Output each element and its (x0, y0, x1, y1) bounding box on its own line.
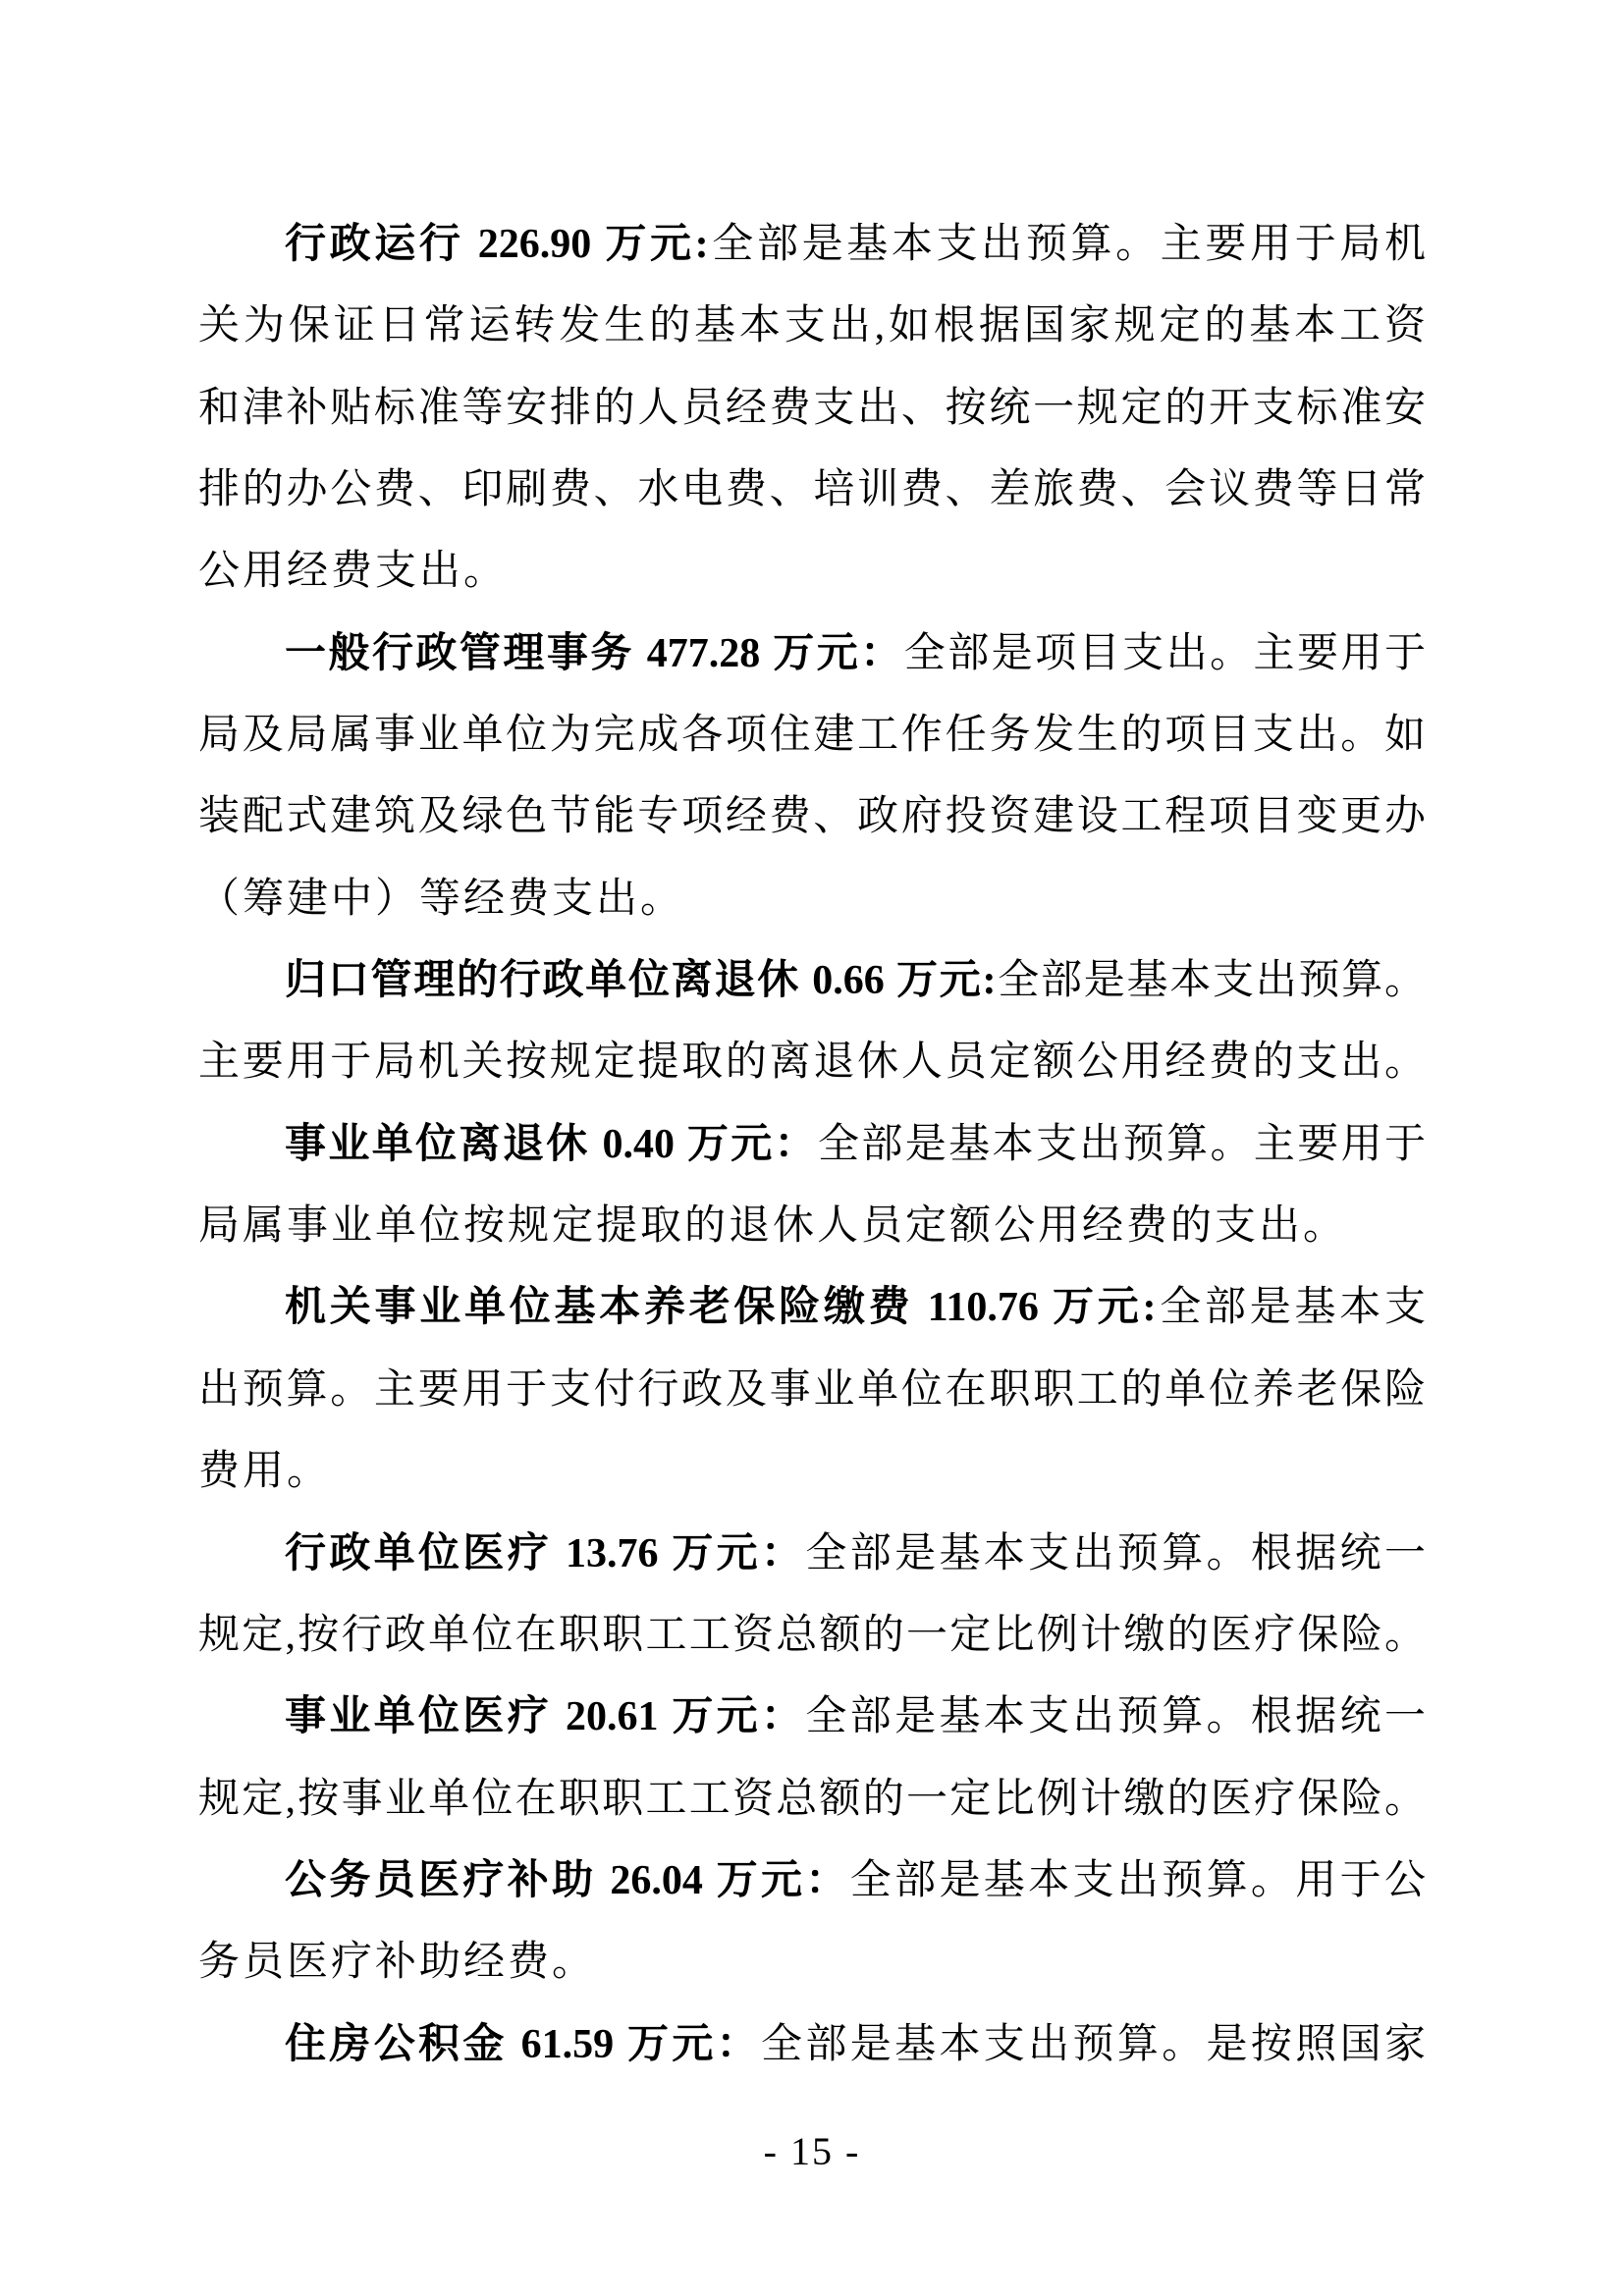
text-line (198, 1022, 1426, 1103)
line-text: 全部是项目支出。主要用于 (903, 630, 1426, 676)
line-text: 规定,按事业单位在职职工工资总额的一定比例计缴的医疗保险。 (198, 1776, 1426, 1822)
line-text: 全部是基本支出预算。根据统一 (805, 1694, 1426, 1740)
text-line (198, 1350, 1426, 1431)
line-text: 全部是基本支 (1156, 1285, 1426, 1331)
text-line (198, 776, 1426, 858)
line-text: 规定,按行政单位在职职工工资总额的一定比例计缴的医疗保险。 (198, 1612, 1426, 1658)
line-text: 务员医疗补助经费。 (198, 1940, 597, 1986)
text-line (198, 1104, 1426, 1186)
line-text: 局及局属事业单位为完成各项住建工作任务发生的项目支出。如 (198, 713, 1426, 759)
line-text: 排的办公费、印刷费、水电费、培训费、差旅费、会议费等日常 (198, 467, 1426, 513)
line-heading: 一般行政管理事务 477.28 万元： (285, 630, 904, 676)
line-text: 全部是基本支出预算。根据统一 (805, 1530, 1426, 1576)
line-heading: 事业单位离退休 0.40 万元： (285, 1121, 819, 1167)
line-text: 全部是基本支出预算。用于公 (849, 1857, 1426, 1903)
line-text: 和津补贴标准等安排的人员经费支出、按统一规定的开支标准安 (198, 385, 1426, 431)
line-text: 公用经费支出。 (198, 549, 509, 595)
line-text: 出预算。主要用于支付行政及事业单位在职职工的单位养老保险 (198, 1366, 1426, 1413)
page-number: - 15 - (763, 2129, 861, 2173)
text-line (198, 1922, 1426, 2003)
line-heading: 行政运行 226.90 万元: (285, 222, 709, 267)
line-text: 全部是基本支出预算。主要用于局机 (708, 222, 1426, 267)
line-heading: 事业单位医疗 20.61 万元： (285, 1694, 806, 1740)
text-line (198, 204, 1426, 286)
text-line (198, 1841, 1426, 1922)
line-text: 费用。 (198, 1449, 332, 1495)
line-heading: 归口管理的行政单位离退休 0.66 万元: (285, 958, 997, 1004)
line-heading: 行政单位医疗 13.76 万元： (285, 1530, 806, 1576)
text-line (198, 1186, 1426, 1267)
line-text: 全部是基本支出预算。 (996, 958, 1426, 1004)
line-heading: 公务员医疗补助 26.04 万元： (285, 1857, 850, 1903)
text-line (198, 1514, 1426, 1595)
line-text: 全部是基本支出预算。是按照国家 (761, 2021, 1426, 2067)
text-line (198, 1595, 1426, 1677)
text-line (198, 614, 1426, 695)
text-line (198, 940, 1426, 1022)
line-text: 全部是基本支出预算。主要用于 (818, 1121, 1426, 1167)
text-line (198, 2004, 1426, 2086)
text-line (198, 286, 1426, 367)
text-line (198, 695, 1426, 776)
line-text: 局属事业单位按规定提取的退休人员定额公用经费的支出。 (198, 1203, 1348, 1250)
text-line (198, 1677, 1426, 1758)
line-text: （筹建中）等经费支出。 (198, 876, 685, 922)
text-line (198, 1759, 1426, 1841)
text-block (198, 204, 1426, 2086)
text-line (198, 450, 1426, 531)
line-text: 主要用于局机关按规定提取的离退休人员定额公用经费的支出。 (198, 1040, 1426, 1086)
text-line (198, 531, 1426, 613)
text-line (198, 1267, 1426, 1349)
text-line (198, 859, 1426, 940)
line-heading: 住房公积金 61.59 万元： (285, 2021, 762, 2067)
line-text: 关为保证日常运转发生的基本支出,如根据国家规定的基本工资 (198, 303, 1426, 349)
line-heading: 机关事业单位基本养老保险缴费 110.76 万元: (285, 1285, 1157, 1331)
line-text: 装配式建筑及绿色节能专项经费、政府投资建设工程项目变更办 (198, 794, 1426, 840)
text-line (198, 368, 1426, 450)
text-line (198, 1431, 1426, 1513)
